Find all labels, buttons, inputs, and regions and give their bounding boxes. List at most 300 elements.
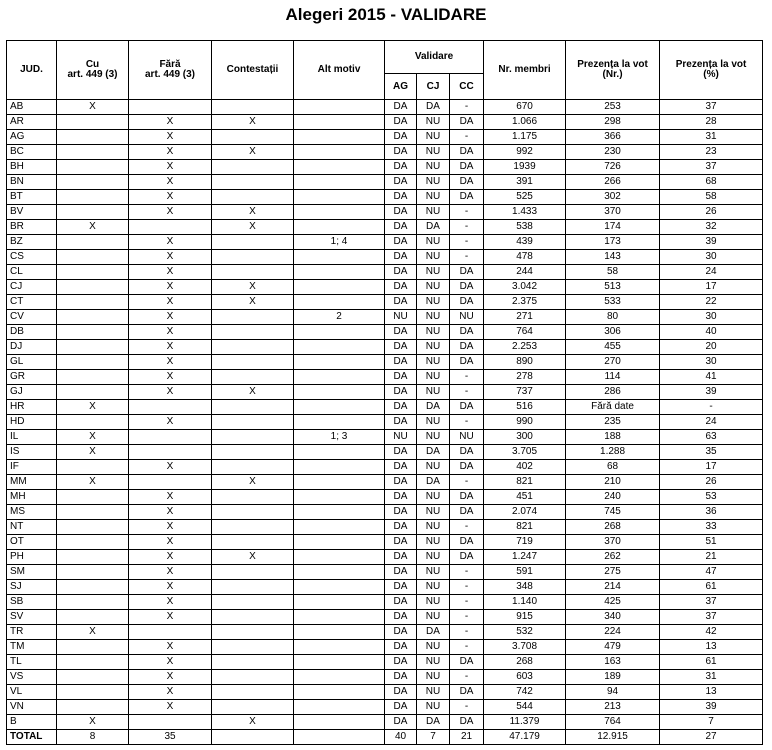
cell-fara-art: X: [129, 160, 212, 175]
cell-alt-motiv: [294, 400, 385, 415]
table-row: [7, 175, 763, 190]
cell-prezenta-pct: 40: [660, 325, 763, 340]
cell-jud: VN: [7, 700, 57, 715]
cell-contestatii: X: [212, 220, 294, 235]
cell-cc: -: [450, 670, 484, 685]
cell-cj: NU: [417, 430, 450, 445]
table-row: [7, 115, 763, 130]
cell-cu-art: [57, 310, 129, 325]
cell-alt-motiv: [294, 115, 385, 130]
cell-prezenta-pct: 37: [660, 160, 763, 175]
cell-prezenta-nr: 58: [566, 265, 660, 280]
header-contestatii: Contestații: [212, 41, 294, 100]
cell-nr-membri: 278: [484, 370, 566, 385]
cell-jud: SB: [7, 595, 57, 610]
cell-contestatii: [212, 445, 294, 460]
cell-cu-art: [57, 190, 129, 205]
cell-prezenta-pct: 30: [660, 250, 763, 265]
cell-jud: AR: [7, 115, 57, 130]
cell-cj: NU: [417, 280, 450, 295]
cell-cc: NU: [450, 430, 484, 445]
cell-alt-motiv: [294, 355, 385, 370]
cell-fara-art: X: [129, 565, 212, 580]
cell-nr-membri: 764: [484, 325, 566, 340]
cell-cc: DA: [450, 445, 484, 460]
cell-nr-membri: 244: [484, 265, 566, 280]
cell-alt-motiv: [294, 220, 385, 235]
cell-prezenta-pct: 37: [660, 100, 763, 115]
cell-jud: CS: [7, 250, 57, 265]
cell-nr-membri: 719: [484, 535, 566, 550]
cell-cj: NU: [417, 190, 450, 205]
cell-alt-motiv: [294, 265, 385, 280]
cell-cc: -: [450, 625, 484, 640]
cell-prezenta-pct: 36: [660, 505, 763, 520]
header-fara-line2: art. 449 (3): [144, 69, 196, 80]
cell-cu-art: [57, 640, 129, 655]
table-row: [7, 535, 763, 550]
cell-nr-membri: 1.433: [484, 205, 566, 220]
header-nr-membri: Nr. membri: [484, 41, 566, 100]
cell-prezenta-pct: 7: [660, 715, 763, 730]
cell-nr-membri: 47.179: [484, 730, 566, 745]
table-row: [7, 160, 763, 175]
cell-cc: DA: [450, 175, 484, 190]
cell-contestatii: X: [212, 145, 294, 160]
cell-nr-membri: 1.066: [484, 115, 566, 130]
cell-cu-art: [57, 685, 129, 700]
cell-prezenta-nr: 366: [566, 130, 660, 145]
cell-jud: CT: [7, 295, 57, 310]
cell-cc: -: [450, 700, 484, 715]
cell-cc: -: [450, 610, 484, 625]
cell-cu-art: [57, 235, 129, 250]
cell-prezenta-nr: 286: [566, 385, 660, 400]
cell-ag: DA: [385, 625, 417, 640]
cell-cu-art: [57, 280, 129, 295]
cell-prezenta-nr: 188: [566, 430, 660, 445]
cell-cc: DA: [450, 160, 484, 175]
cell-contestatii: X: [212, 295, 294, 310]
table-row: [7, 595, 763, 610]
cell-nr-membri: 821: [484, 520, 566, 535]
cell-jud: GJ: [7, 385, 57, 400]
table-row: [7, 685, 763, 700]
cell-alt-motiv: [294, 640, 385, 655]
cell-cu-art: X: [57, 430, 129, 445]
header-prezenta-pct: [660, 41, 763, 100]
cell-fara-art: X: [129, 415, 212, 430]
cell-fara-art: X: [129, 535, 212, 550]
cell-jud: VS: [7, 670, 57, 685]
cell-contestatii: [212, 595, 294, 610]
cell-contestatii: X: [212, 385, 294, 400]
table-row: [7, 580, 763, 595]
cell-ag: DA: [385, 280, 417, 295]
cell-ag: DA: [385, 685, 417, 700]
cell-cj: DA: [417, 100, 450, 115]
cell-ag: DA: [385, 670, 417, 685]
cell-contestatii: [212, 535, 294, 550]
cell-nr-membri: 544: [484, 700, 566, 715]
cell-cc: -: [450, 220, 484, 235]
cell-alt-motiv: [294, 685, 385, 700]
cell-cc: -: [450, 595, 484, 610]
cell-jud: BR: [7, 220, 57, 235]
cell-nr-membri: 538: [484, 220, 566, 235]
cell-prezenta-nr: 726: [566, 160, 660, 175]
cell-alt-motiv: [294, 340, 385, 355]
cell-prezenta-pct: 26: [660, 205, 763, 220]
header-cj: CJ: [417, 74, 450, 100]
cell-contestatii: [212, 490, 294, 505]
cell-prezenta-pct: 26: [660, 475, 763, 490]
cell-cu-art: X: [57, 475, 129, 490]
cell-alt-motiv: [294, 160, 385, 175]
cell-fara-art: X: [129, 670, 212, 685]
cell-cc: -: [450, 520, 484, 535]
table-row: [7, 430, 763, 445]
cell-prezenta-nr: 235: [566, 415, 660, 430]
cell-alt-motiv: 1; 3: [294, 430, 385, 445]
cell-nr-membri: 915: [484, 610, 566, 625]
cell-prezenta-nr: 94: [566, 685, 660, 700]
cell-fara-art: X: [129, 325, 212, 340]
cell-cj: NU: [417, 460, 450, 475]
cell-cj: NU: [417, 265, 450, 280]
cell-fara-art: X: [129, 580, 212, 595]
cell-alt-motiv: [294, 610, 385, 625]
cell-cu-art: [57, 505, 129, 520]
cell-nr-membri: 992: [484, 145, 566, 160]
cell-cj: 7: [417, 730, 450, 745]
cell-alt-motiv: [294, 535, 385, 550]
cell-prezenta-pct: 53: [660, 490, 763, 505]
cell-cj: NU: [417, 370, 450, 385]
cell-alt-motiv: [294, 565, 385, 580]
cell-cj: NU: [417, 145, 450, 160]
cell-nr-membri: 2.074: [484, 505, 566, 520]
cell-prezenta-nr: 174: [566, 220, 660, 235]
cell-contestatii: [212, 130, 294, 145]
cell-cj: NU: [417, 595, 450, 610]
cell-cj: DA: [417, 445, 450, 460]
cell-cu-art: [57, 370, 129, 385]
cell-contestatii: [212, 370, 294, 385]
cell-nr-membri: 439: [484, 235, 566, 250]
header-jud: JUD.: [7, 41, 57, 100]
cell-nr-membri: 3.042: [484, 280, 566, 295]
table-row: [7, 640, 763, 655]
cell-cj: NU: [417, 325, 450, 340]
cell-ag: DA: [385, 520, 417, 535]
cell-nr-membri: 670: [484, 100, 566, 115]
table-row: [7, 220, 763, 235]
cell-prezenta-nr: 143: [566, 250, 660, 265]
cell-jud: CJ: [7, 280, 57, 295]
cell-cc: DA: [450, 280, 484, 295]
cell-fara-art: X: [129, 595, 212, 610]
header-cc: CC: [450, 74, 484, 100]
cell-fara-art: X: [129, 460, 212, 475]
cell-contestatii: X: [212, 550, 294, 565]
cell-ag: DA: [385, 265, 417, 280]
header-prezenta-pct-line2: (%): [703, 69, 719, 80]
cell-fara-art: X: [129, 655, 212, 670]
table-row: [7, 325, 763, 340]
table-row: [7, 295, 763, 310]
cell-fara-art: 35: [129, 730, 212, 745]
cell-contestatii: [212, 610, 294, 625]
cell-cu-art: [57, 700, 129, 715]
cell-prezenta-pct: 17: [660, 460, 763, 475]
cell-contestatii: [212, 625, 294, 640]
cell-ag: DA: [385, 250, 417, 265]
cell-alt-motiv: [294, 190, 385, 205]
cell-nr-membri: 821: [484, 475, 566, 490]
cell-cu-art: [57, 610, 129, 625]
cell-jud: BN: [7, 175, 57, 190]
cell-prezenta-nr: 268: [566, 520, 660, 535]
cell-alt-motiv: [294, 655, 385, 670]
cell-contestatii: X: [212, 205, 294, 220]
cell-contestatii: [212, 640, 294, 655]
cell-jud: HD: [7, 415, 57, 430]
cell-fara-art: X: [129, 205, 212, 220]
cell-alt-motiv: [294, 475, 385, 490]
table-row: [7, 490, 763, 505]
cell-prezenta-pct: 13: [660, 640, 763, 655]
cell-ag: NU: [385, 430, 417, 445]
cell-prezenta-pct: 51: [660, 535, 763, 550]
cell-fara-art: X: [129, 370, 212, 385]
cell-prezenta-pct: 17: [660, 280, 763, 295]
cell-nr-membri: 348: [484, 580, 566, 595]
cell-nr-membri: 525: [484, 190, 566, 205]
cell-alt-motiv: [294, 295, 385, 310]
cell-ag: DA: [385, 145, 417, 160]
cell-contestatii: [212, 340, 294, 355]
cell-ag: DA: [385, 370, 417, 385]
header-cu-art: [57, 41, 129, 100]
cell-fara-art: X: [129, 520, 212, 535]
cell-prezenta-pct: 31: [660, 670, 763, 685]
cell-jud: IF: [7, 460, 57, 475]
cell-contestatii: [212, 580, 294, 595]
cell-contestatii: [212, 460, 294, 475]
cell-prezenta-nr: 230: [566, 145, 660, 160]
cell-contestatii: [212, 310, 294, 325]
cell-nr-membri: 402: [484, 460, 566, 475]
cell-jud: VL: [7, 685, 57, 700]
cell-alt-motiv: [294, 490, 385, 505]
cell-cj: NU: [417, 340, 450, 355]
cell-cu-art: [57, 595, 129, 610]
cell-prezenta-nr: 764: [566, 715, 660, 730]
table-row: [7, 400, 763, 415]
cell-prezenta-nr: 1.288: [566, 445, 660, 460]
cell-jud: BV: [7, 205, 57, 220]
header-prezenta-nr: [566, 41, 660, 100]
cell-ag: DA: [385, 220, 417, 235]
header-row-top: [7, 41, 763, 74]
table-row: [7, 715, 763, 730]
cell-nr-membri: 268: [484, 655, 566, 670]
cell-cu-art: X: [57, 220, 129, 235]
cell-contestatii: [212, 730, 294, 745]
cell-cj: NU: [417, 565, 450, 580]
cell-cj: DA: [417, 715, 450, 730]
cell-fara-art: X: [129, 175, 212, 190]
cell-nr-membri: 591: [484, 565, 566, 580]
cell-fara-art: X: [129, 190, 212, 205]
cell-contestatii: [212, 565, 294, 580]
cell-cj: NU: [417, 520, 450, 535]
cell-nr-membri: 3.705: [484, 445, 566, 460]
cell-cc: -: [450, 640, 484, 655]
cell-alt-motiv: [294, 595, 385, 610]
table-row: [7, 505, 763, 520]
cell-prezenta-pct: -: [660, 400, 763, 415]
table-row: [7, 415, 763, 430]
cell-cj: NU: [417, 550, 450, 565]
cell-cj: NU: [417, 685, 450, 700]
cell-fara-art: X: [129, 640, 212, 655]
table-row: [7, 250, 763, 265]
cell-jud: TM: [7, 640, 57, 655]
cell-fara-art: X: [129, 145, 212, 160]
cell-alt-motiv: [294, 580, 385, 595]
cell-prezenta-nr: 306: [566, 325, 660, 340]
cell-prezenta-nr: 302: [566, 190, 660, 205]
cell-cj: DA: [417, 400, 450, 415]
cell-cc: DA: [450, 325, 484, 340]
cell-fara-art: [129, 475, 212, 490]
table-row: [7, 625, 763, 640]
cell-cu-art: [57, 265, 129, 280]
cell-cj: NU: [417, 355, 450, 370]
cell-cj: NU: [417, 175, 450, 190]
cell-fara-art: X: [129, 340, 212, 355]
cell-alt-motiv: [294, 520, 385, 535]
cell-cu-art: [57, 355, 129, 370]
cell-ag: DA: [385, 130, 417, 145]
cell-cu-art: [57, 295, 129, 310]
cell-prezenta-nr: 270: [566, 355, 660, 370]
cell-cc: 21: [450, 730, 484, 745]
cell-prezenta-pct: 68: [660, 175, 763, 190]
cell-cu-art: X: [57, 445, 129, 460]
header-fara-line1: Fără: [159, 59, 181, 70]
cell-prezenta-pct: 28: [660, 115, 763, 130]
cell-contestatii: [212, 400, 294, 415]
cell-alt-motiv: [294, 415, 385, 430]
cell-jud: OT: [7, 535, 57, 550]
cell-prezenta-nr: 370: [566, 205, 660, 220]
table-row: [7, 205, 763, 220]
cell-prezenta-pct: 27: [660, 730, 763, 745]
cell-cu-art: [57, 325, 129, 340]
table-row: [7, 385, 763, 400]
cell-prezenta-nr: 163: [566, 655, 660, 670]
cell-cc: -: [450, 235, 484, 250]
cell-ag: DA: [385, 325, 417, 340]
cell-jud: BT: [7, 190, 57, 205]
cell-cu-art: [57, 160, 129, 175]
cell-cj: NU: [417, 130, 450, 145]
cell-nr-membri: 300: [484, 430, 566, 445]
cell-jud: MS: [7, 505, 57, 520]
cell-contestatii: [212, 355, 294, 370]
table-row: [7, 265, 763, 280]
cell-contestatii: [212, 430, 294, 445]
cell-prezenta-pct: 21: [660, 550, 763, 565]
cell-nr-membri: 2.253: [484, 340, 566, 355]
cell-contestatii: X: [212, 715, 294, 730]
cell-ag: DA: [385, 715, 417, 730]
header-validare: Validare: [385, 41, 484, 74]
table-row: [7, 610, 763, 625]
cell-prezenta-nr: 68: [566, 460, 660, 475]
cell-contestatii: X: [212, 475, 294, 490]
cell-cc: DA: [450, 505, 484, 520]
cell-cu-art: [57, 520, 129, 535]
cell-prezenta-nr: 262: [566, 550, 660, 565]
cell-fara-art: [129, 220, 212, 235]
cell-prezenta-pct: 24: [660, 265, 763, 280]
cell-prezenta-pct: 37: [660, 595, 763, 610]
cell-cc: DA: [450, 490, 484, 505]
cell-prezenta-nr: 370: [566, 535, 660, 550]
cell-ag: DA: [385, 535, 417, 550]
cell-fara-art: X: [129, 700, 212, 715]
cell-fara-art: X: [129, 295, 212, 310]
cell-cc: DA: [450, 295, 484, 310]
cell-fara-art: [129, 100, 212, 115]
cell-cc: -: [450, 130, 484, 145]
cell-cc: DA: [450, 655, 484, 670]
cell-cc: DA: [450, 340, 484, 355]
cell-prezenta-nr: 173: [566, 235, 660, 250]
validation-table: [6, 40, 763, 745]
cell-ag: DA: [385, 490, 417, 505]
cell-alt-motiv: [294, 370, 385, 385]
cell-contestatii: [212, 415, 294, 430]
cell-prezenta-pct: 32: [660, 220, 763, 235]
cell-prezenta-nr: 340: [566, 610, 660, 625]
cell-cj: NU: [417, 415, 450, 430]
cell-prezenta-nr: 80: [566, 310, 660, 325]
cell-cj: NU: [417, 235, 450, 250]
cell-prezenta-pct: 30: [660, 310, 763, 325]
cell-ag: DA: [385, 115, 417, 130]
cell-cc: -: [450, 100, 484, 115]
cell-cj: NU: [417, 640, 450, 655]
cell-prezenta-nr: 455: [566, 340, 660, 355]
cell-prezenta-nr: 275: [566, 565, 660, 580]
cell-cu-art: [57, 535, 129, 550]
cell-prezenta-nr: 266: [566, 175, 660, 190]
cell-prezenta-pct: 31: [660, 130, 763, 145]
cell-jud: BZ: [7, 235, 57, 250]
cell-jud: SJ: [7, 580, 57, 595]
cell-jud: PH: [7, 550, 57, 565]
cell-nr-membri: 890: [484, 355, 566, 370]
cell-jud: MH: [7, 490, 57, 505]
cell-prezenta-nr: 12.915: [566, 730, 660, 745]
cell-fara-art: X: [129, 550, 212, 565]
cell-cj: NU: [417, 700, 450, 715]
